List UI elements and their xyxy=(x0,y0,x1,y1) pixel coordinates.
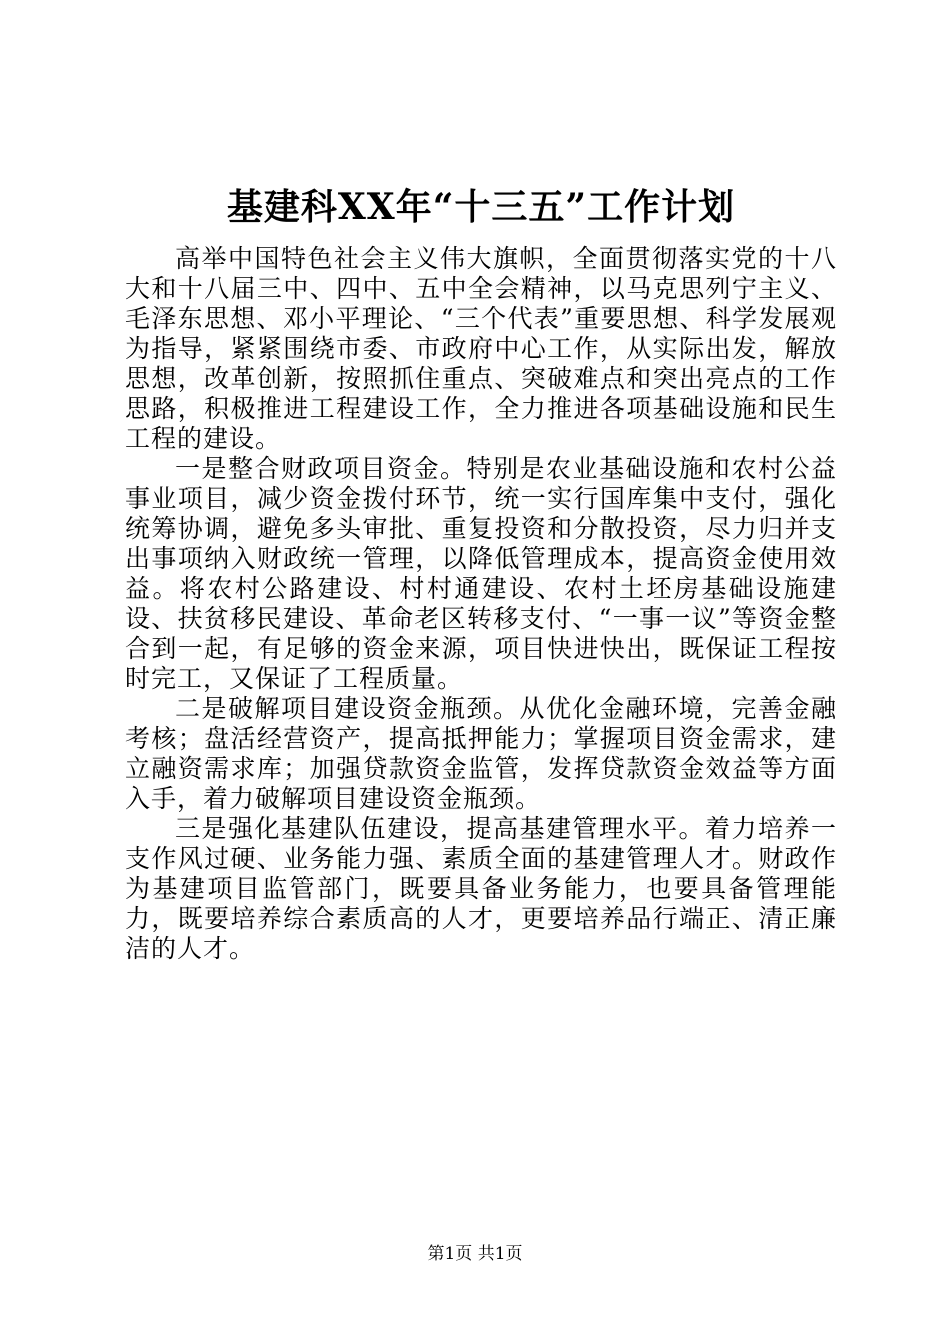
paragraph-point-two: 二是破解项目建设资金瓶颈。从优化金融环境，完善金融考核；盘活经营资产，提高抵押能力；掌握项目资金需求，建立融资需求库；加强贷款资金监管，发挥贷款资金效益等方面入手，着力破解项目建设资金瓶颈。 xyxy=(125,694,837,813)
document-body xyxy=(125,178,837,964)
paragraph-point-one: 一是整合财政项目资金。特别是农业基础设施和农村公益事业项目，减少资金拨付环节，统一实行国库集中支付，强化统筹协调，避免多头审批、重复投资和分散投资，尽力归并支出事项纳入财政统一管理，以降低管理成本，提高资金使用效益。将农村公路建设、村村通建设、农村土坯房基础设施建设、扶贫移民建设、革命老区转移支付、“一事一议”等资金整合到一起，有足够的资金来源，项目快进快出，既保证工程按时完工，又保证了工程质量。 xyxy=(125,454,837,693)
page-number-footer: 第1页 共1页 xyxy=(427,1244,523,1264)
document-title: 基建科XX年“十三五”工作计划 xyxy=(226,186,736,228)
paragraph-point-three: 三是强化基建队伍建设，提高基建管理水平。着力培养一支作风过硬、业务能力强、素质全面的基建管理人才。财政作为基建项目监管部门，既要具备业务能力，也要具备管理能力，既要培养综合素质高的人才，更要培养品行端正、清正廉洁的人才。 xyxy=(125,814,837,963)
paragraph-intro: 高举中国特色社会主义伟大旗帜，全面贯彻落实党的十八大和十八届三中、四中、五中全会精神，以马克思列宁主义、毛泽东思想、邓小平理论、“三个代表”重要思想、科学发展观为指导，紧紧围绕市委、市政府中心工作，从实际出发，解放思想，改革创新，按照抓住重点、突破难点和突出亮点的工作思路，积极推进工程建设工作，全力推进各项基础设施和民生工程的建设。 xyxy=(125,244,837,453)
